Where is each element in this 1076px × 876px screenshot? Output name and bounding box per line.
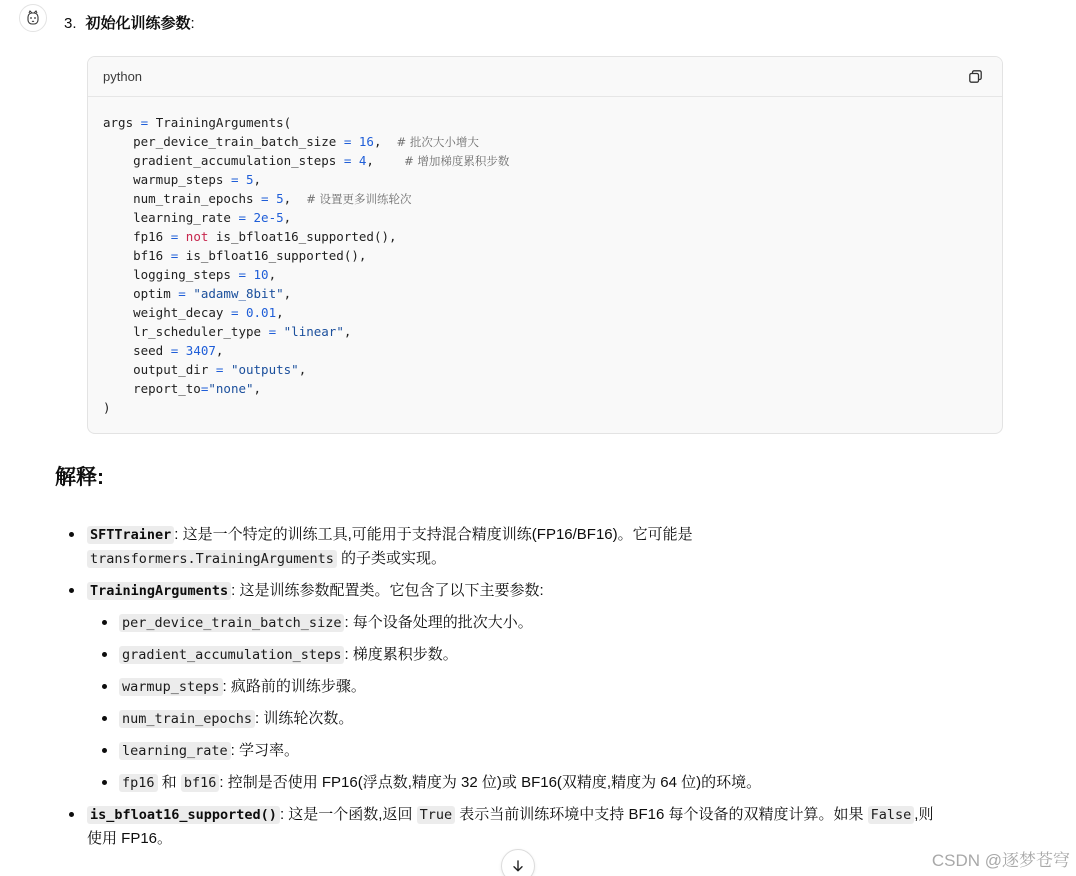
code-token: "adamw_8bit" [193, 286, 284, 301]
code-token: 3407 [185, 343, 216, 358]
param-desc: : 梯度累积步数。 [344, 646, 458, 663]
code-line [103, 208, 1002, 227]
code-line [103, 303, 1002, 322]
param-item [119, 739, 299, 763]
assistant-avatar [19, 4, 47, 32]
code-token: 2e-5 [253, 210, 284, 225]
scroll-to-bottom-button[interactable] [501, 849, 535, 876]
code-token: , [283, 191, 307, 206]
code-token [238, 305, 246, 320]
csdn-watermark: CSDN @逐梦苍穹 [931, 851, 1070, 870]
sub-bullet-dot [102, 716, 107, 721]
code-token: , [366, 153, 405, 168]
code-line [103, 132, 1002, 151]
code-token [238, 172, 246, 187]
code-line [103, 398, 1002, 417]
and-text: 和 [157, 774, 181, 791]
code-token [276, 324, 284, 339]
code-token: warmup_steps [103, 172, 231, 187]
code-token: , [268, 267, 277, 282]
param-item [119, 643, 458, 667]
bfloat-desc-3: ,则 [914, 806, 934, 823]
code-token [351, 153, 359, 168]
code-token: , [283, 286, 292, 301]
step-title-colon: : [190, 15, 195, 32]
code-block [87, 56, 1003, 434]
code-token: = [268, 324, 277, 339]
arrow-down-icon [512, 860, 524, 872]
code-token: is_bfloat16_supported(), [178, 248, 367, 263]
code-transformers-trainingarguments: transformers.TrainingArguments [87, 550, 337, 568]
code-token: 16 [358, 134, 374, 149]
code-line [103, 113, 1002, 132]
code-token: , [253, 172, 262, 187]
param-code: per_device_train_batch_size [119, 614, 344, 632]
code-token: per_device_train_batch_size [103, 134, 344, 149]
code-token: = [140, 115, 149, 130]
code-token: lr_scheduler_type [103, 324, 269, 339]
list-item-sfttrainer-line2 [87, 547, 446, 571]
code-token: logging_steps [103, 267, 239, 282]
code-language-label: python [103, 69, 143, 84]
code-token: = [343, 153, 352, 168]
code-token [178, 343, 186, 358]
list-item-is-bfloat16-line2 [87, 827, 172, 850]
code-token: learning_rate [103, 210, 239, 225]
code-token: 4 [358, 153, 367, 168]
code-token: TrainingArguments( [148, 115, 292, 130]
code-token: bf16 [103, 248, 171, 263]
code-token: , [298, 362, 307, 377]
code-token: , [283, 210, 292, 225]
bfloat-desc-1: : 这是一个函数,返回 [279, 806, 417, 823]
sfttrainer-desc-2: 的子类或实现。 [336, 550, 447, 567]
bfloat-desc-line2: 使用 FP16。 [87, 830, 173, 847]
code-token: , [343, 324, 352, 339]
code-false: False [868, 806, 915, 824]
code-token: = [230, 305, 239, 320]
code-line [103, 246, 1002, 265]
copy-icon [969, 70, 982, 83]
code-token: 0.01 [246, 305, 277, 320]
code-block-header [88, 57, 1002, 97]
code-token [246, 210, 254, 225]
code-fp16: fp16 [119, 774, 158, 792]
code-token [351, 134, 359, 149]
bfloat-desc-2: 表示当前训练环境中支持 BF16 每个设备的双精度计算。如果 [455, 806, 868, 823]
code-token: = [170, 343, 179, 358]
code-bf16: bf16 [181, 774, 220, 792]
code-token [223, 362, 231, 377]
param-item-fp16-bf16 [119, 771, 761, 795]
code-line [103, 341, 1002, 360]
param-code: gradient_accumulation_steps [119, 646, 344, 664]
code-body [88, 97, 1002, 417]
step-number: 3. [64, 15, 77, 32]
sub-bullet-dot [102, 780, 107, 785]
code-line [103, 170, 1002, 189]
step-title-text: 初始化训练参数 [85, 15, 191, 32]
code-token [269, 191, 277, 206]
code-is-bfloat16-supported: is_bfloat16_supported() [87, 806, 280, 824]
code-token: 10 [253, 267, 269, 282]
code-true: True [417, 806, 456, 824]
code-trainingarguments: TrainingArguments [87, 582, 231, 600]
list-item-sfttrainer [87, 523, 693, 547]
param-item [119, 707, 353, 731]
code-line [103, 151, 1002, 170]
param-desc: : 学习率。 [230, 742, 300, 759]
sub-bullet-dot [102, 652, 107, 657]
code-line [103, 284, 1002, 303]
code-line [103, 379, 1002, 398]
code-token: , [215, 343, 224, 358]
code-token: # 批次大小增大 [396, 135, 479, 149]
code-token: args [103, 115, 141, 130]
param-desc: : 每个设备处理的批次大小。 [344, 614, 533, 631]
code-token: ) [103, 400, 111, 415]
code-token: , [276, 305, 284, 320]
bullet-dot [69, 532, 74, 537]
code-line [103, 360, 1002, 379]
param-code: num_train_epochs [119, 710, 255, 728]
code-token: gradient_accumulation_steps [103, 153, 344, 168]
code-token: seed [103, 343, 171, 358]
sfttrainer-desc: : 这是一个特定的训练工具,可能用于支持混合精度训练(FP16/BF16)。它可能是 [174, 526, 693, 543]
code-token: = [178, 286, 186, 301]
code-line [103, 227, 1002, 246]
code-token: weight_decay [103, 305, 231, 320]
code-token: = [238, 267, 246, 282]
step-title [64, 13, 195, 35]
code-token: = [230, 172, 239, 187]
code-token: = [200, 381, 209, 396]
code-sfttrainer: SFTTrainer [87, 526, 174, 544]
code-token: = [261, 191, 269, 206]
bullet-dot [69, 588, 74, 593]
code-token: not [185, 229, 209, 244]
code-token: optim [103, 286, 179, 301]
code-token: # 增加梯度累积步数 [404, 154, 510, 168]
param-item [119, 675, 366, 699]
code-token: = [170, 229, 179, 244]
code-line [103, 189, 1002, 208]
fp-param-desc: : 控制是否使用 FP16(浮点数,精度为 32 位)或 BF16(双精度,精度为 64 位)的环境。 [219, 774, 762, 791]
code-token: # 设置更多训练轮次 [306, 192, 412, 206]
sub-bullet-dot [102, 620, 107, 625]
param-desc: : 训练轮次数。 [255, 710, 354, 727]
code-token: = [170, 248, 179, 263]
assistant-logo-icon [25, 10, 41, 26]
code-token: num_train_epochs [103, 191, 262, 206]
code-token [178, 229, 186, 244]
code-token [246, 267, 254, 282]
code-token: , [253, 381, 262, 396]
sub-bullet-dot [102, 748, 107, 753]
code-token: "none" [208, 381, 254, 396]
code-token: "outputs" [230, 362, 299, 377]
bullet-dot [69, 812, 74, 817]
code-token: fp16 [103, 229, 171, 244]
list-item-is-bfloat16-supported [87, 803, 933, 827]
code-token: is_bfloat16_supported(), [208, 229, 397, 244]
code-token: , [373, 134, 397, 149]
code-token: "linear" [283, 324, 344, 339]
code-token: output_dir [103, 362, 216, 377]
code-token: = [343, 134, 352, 149]
list-item-trainingarguments [87, 579, 544, 603]
param-code: learning_rate [119, 742, 231, 760]
explanation-heading: 解释: [55, 466, 104, 489]
code-line [103, 265, 1002, 284]
sub-bullet-dot [102, 684, 107, 689]
copy-code-button[interactable] [964, 66, 986, 88]
param-item [119, 611, 533, 635]
code-token: = [238, 210, 246, 225]
trainingarguments-desc: : 这是训练参数配置类。它包含了以下主要参数: [231, 582, 544, 599]
code-line [103, 322, 1002, 341]
code-token: = [215, 362, 224, 377]
code-token: 5 [276, 191, 284, 206]
param-desc: : 疯路前的训练步骤。 [222, 678, 366, 695]
code-token: 5 [246, 172, 254, 187]
code-token: report_to [103, 381, 201, 396]
param-code: warmup_steps [119, 678, 223, 696]
